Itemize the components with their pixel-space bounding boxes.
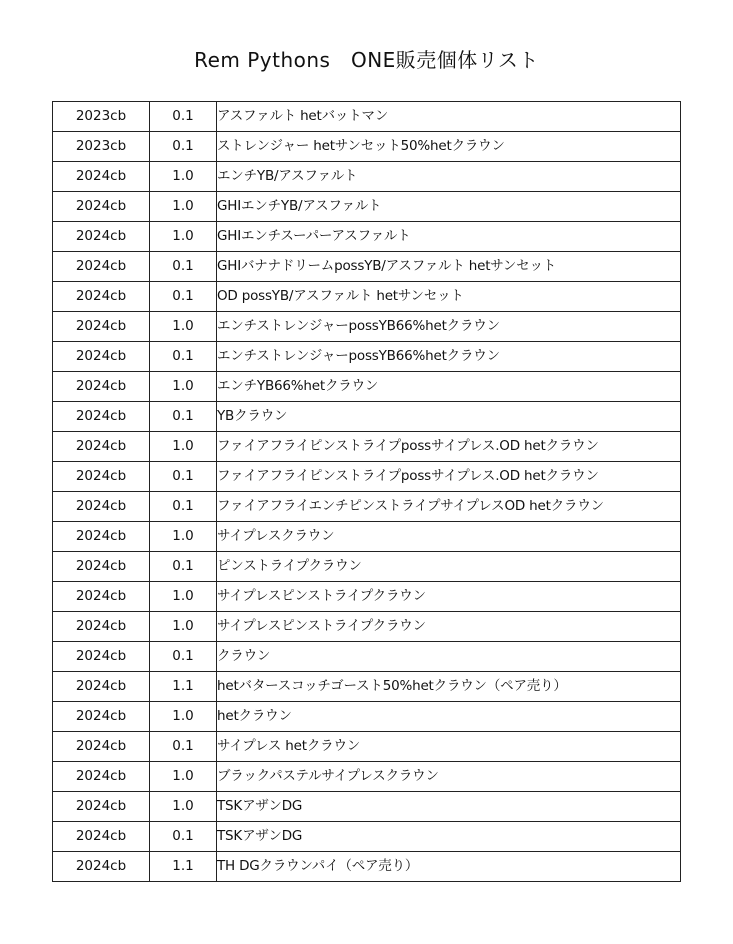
table-row <box>53 582 681 612</box>
sex-cell: 0.1 <box>150 552 217 582</box>
sex-cell: 0.1 <box>150 132 217 162</box>
table-row <box>53 252 681 282</box>
sex-cell: 1.0 <box>150 792 217 822</box>
morph-cell: TSKアザンDG <box>217 792 681 822</box>
table-row <box>53 522 681 552</box>
year-cell: 2024cb <box>53 762 150 792</box>
sex-cell: 1.1 <box>150 672 217 702</box>
year-cell: 2024cb <box>53 612 150 642</box>
table-row <box>53 282 681 312</box>
year-cell: 2024cb <box>53 672 150 702</box>
table-row <box>53 702 681 732</box>
year-cell: 2024cb <box>53 432 150 462</box>
year-cell: 2024cb <box>53 522 150 552</box>
year-cell: 2024cb <box>53 552 150 582</box>
year-cell: 2024cb <box>53 222 150 252</box>
table-row <box>53 132 681 162</box>
sex-cell: 0.1 <box>150 282 217 312</box>
table-row <box>53 312 681 342</box>
sex-cell: 1.0 <box>150 432 217 462</box>
morph-cell: エンチストレンジャーpossYB66%hetクラウン <box>217 312 681 342</box>
table-row <box>53 732 681 762</box>
sex-cell: 0.1 <box>150 462 217 492</box>
morph-cell: GHIバナナドリームpossYB/アスファルト hetサンセット <box>217 252 681 282</box>
sex-cell: 0.1 <box>150 402 217 432</box>
year-cell: 2024cb <box>53 462 150 492</box>
morph-cell: サイプレスピンストライプクラウン <box>217 612 681 642</box>
table-row <box>53 102 681 132</box>
year-cell: 2024cb <box>53 582 150 612</box>
year-cell: 2023cb <box>53 132 150 162</box>
morph-cell: エンチYB66%hetクラウン <box>217 372 681 402</box>
morph-cell: ピンストライプクラウン <box>217 552 681 582</box>
table-row <box>53 672 681 702</box>
sale-list-body <box>53 102 681 882</box>
table-row <box>53 192 681 222</box>
morph-cell: エンチストレンジャーpossYB66%hetクラウン <box>217 342 681 372</box>
year-cell: 2024cb <box>53 852 150 882</box>
table-row <box>53 432 681 462</box>
sex-cell: 0.1 <box>150 492 217 522</box>
morph-cell: TSKアザンDG <box>217 822 681 852</box>
table-row <box>53 552 681 582</box>
sale-list-table <box>52 101 681 882</box>
sex-cell: 0.1 <box>150 642 217 672</box>
year-cell: 2024cb <box>53 702 150 732</box>
table-row <box>53 372 681 402</box>
year-cell: 2024cb <box>53 162 150 192</box>
morph-cell: アスファルト hetバットマン <box>217 102 681 132</box>
sex-cell: 1.0 <box>150 612 217 642</box>
page-title: Rem Pythons ONE販売個体リスト <box>194 48 539 72</box>
morph-cell: hetクラウン <box>217 702 681 732</box>
morph-cell: サイプレス hetクラウン <box>217 732 681 762</box>
year-cell: 2024cb <box>53 732 150 762</box>
table-row <box>53 852 681 882</box>
morph-cell: GHIエンチスーパーアスファルト <box>217 222 681 252</box>
table-row <box>53 762 681 792</box>
morph-cell: ファイアフライエンチピンストライプサイプレスOD hetクラウン <box>217 492 681 522</box>
sex-cell: 0.1 <box>150 822 217 852</box>
morph-cell: ブラックパステルサイプレスクラウン <box>217 762 681 792</box>
morph-cell: エンチYB/アスファルト <box>217 162 681 192</box>
sex-cell: 1.0 <box>150 162 217 192</box>
sex-cell: 1.0 <box>150 762 217 792</box>
year-cell: 2024cb <box>53 792 150 822</box>
table-row <box>53 222 681 252</box>
year-cell: 2024cb <box>53 402 150 432</box>
table-row <box>53 342 681 372</box>
sex-cell: 1.0 <box>150 372 217 402</box>
sex-cell: 1.0 <box>150 522 217 552</box>
year-cell: 2024cb <box>53 192 150 222</box>
table-row <box>53 492 681 522</box>
year-cell: 2023cb <box>53 102 150 132</box>
sex-cell: 0.1 <box>150 732 217 762</box>
sex-cell: 0.1 <box>150 102 217 132</box>
year-cell: 2024cb <box>53 342 150 372</box>
sex-cell: 1.0 <box>150 192 217 222</box>
sex-cell: 1.1 <box>150 852 217 882</box>
morph-cell: GHIエンチYB/アスファルト <box>217 192 681 222</box>
sex-cell: 1.0 <box>150 702 217 732</box>
morph-cell: OD possYB/アスファルト hetサンセット <box>217 282 681 312</box>
morph-cell: TH DGクラウンパイ（ペア売り） <box>217 852 681 882</box>
year-cell: 2024cb <box>53 492 150 522</box>
morph-cell: クラウン <box>217 642 681 672</box>
table-row <box>53 792 681 822</box>
year-cell: 2024cb <box>53 312 150 342</box>
year-cell: 2024cb <box>53 252 150 282</box>
morph-cell: hetバタースコッチゴースト50%hetクラウン（ペア売り） <box>217 672 681 702</box>
sex-cell: 0.1 <box>150 342 217 372</box>
year-cell: 2024cb <box>53 282 150 312</box>
table-row <box>53 162 681 192</box>
year-cell: 2024cb <box>53 642 150 672</box>
morph-cell: YBクラウン <box>217 402 681 432</box>
morph-cell: ストレンジャー hetサンセット50%hetクラウン <box>217 132 681 162</box>
year-cell: 2024cb <box>53 372 150 402</box>
table-row <box>53 402 681 432</box>
year-cell: 2024cb <box>53 822 150 852</box>
sex-cell: 1.0 <box>150 222 217 252</box>
table-row <box>53 462 681 492</box>
morph-cell: ファイアフライピンストライプpossサイプレス.OD hetクラウン <box>217 432 681 462</box>
table-row <box>53 612 681 642</box>
sex-cell: 1.0 <box>150 582 217 612</box>
sex-cell: 1.0 <box>150 312 217 342</box>
morph-cell: ファイアフライピンストライプpossサイプレス.OD hetクラウン <box>217 462 681 492</box>
table-row <box>53 642 681 672</box>
morph-cell: サイプレスクラウン <box>217 522 681 552</box>
morph-cell: サイプレスピンストライプクラウン <box>217 582 681 612</box>
sex-cell: 0.1 <box>150 252 217 282</box>
table-row <box>53 822 681 852</box>
